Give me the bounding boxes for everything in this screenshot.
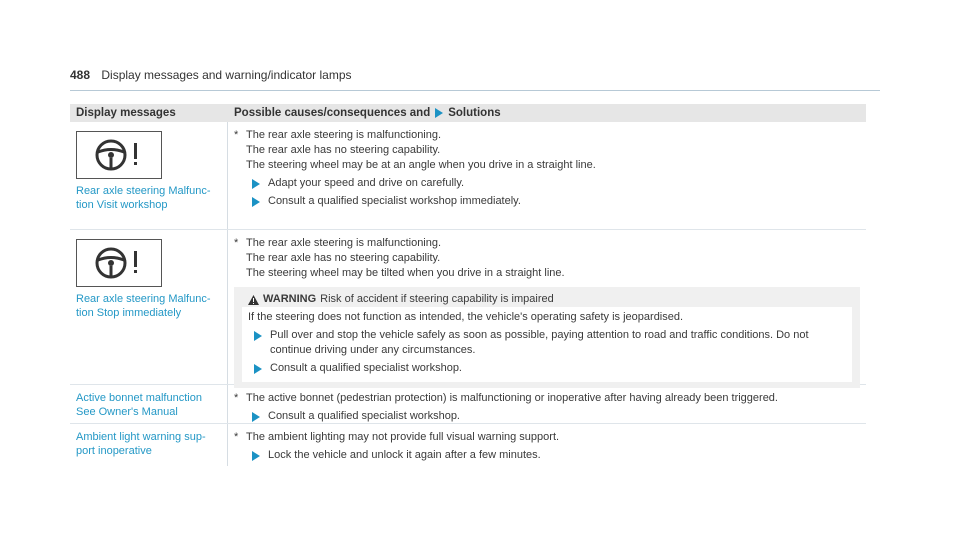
warning-text: If the steering does not function as intended, the vehicle's operating safety is jeopardised. (248, 311, 684, 323)
page-header (70, 68, 352, 82)
table-row: Rear axle steering Malfunc-tion Visit workshop * The rear axle steering is malfunctioning. The rear axle has no steering capability. The steering wheel may be at an angle when you drive in a straight line. Adapt your speed and drive on carefully. Consult a qualified specialist workshop immediately. (70, 122, 866, 230)
warning-title: Risk of accident if steering capability is impaired (320, 293, 554, 305)
header-divider (70, 90, 880, 91)
cause-text: The steering wheel may be at an angle when you drive in a straight line. (246, 159, 596, 171)
cause-text: The active bonnet (pedestrian protection) is malfunctioning or inoperative after having already been triggered. (246, 392, 778, 404)
solution-step: Consult a qualified specialist workshop immediately. (268, 195, 521, 207)
table-header (70, 104, 866, 122)
table-row: Rear axle steering Malfunc-tion Stop immediately * The rear axle steering is malfunctioning. The rear axle has no steering capability. The steering wheel may be tilted when you drive in a straight line. WARNING Risk of accident if steering capability is impaired If the steering does not function as intended, the vehicle's operating safety is jeopardised. Pull over and stop the vehicle safely as soon as possible, paying attention to road and traffic conditions. Do not continue driving under any circumstances. Consult a qualified specialist workshop. (70, 230, 866, 385)
display-message: Rear axle steering Malfunc-tion Stop immediately (76, 293, 211, 319)
solution-step: Pull over and stop the vehicle safely as soon as possible, paying attention to road and traffic conditions. Do not continue driving under any circumstances. (270, 329, 809, 356)
column-header-solutions-label: Solutions (448, 107, 501, 119)
cause-text: The rear axle steering is malfunctioning. (246, 237, 442, 249)
warning-label: WARNING (263, 293, 317, 305)
step-arrow-icon (252, 451, 260, 461)
table-row: Ambient light warning sup-port inoperative * The ambient lighting may not provide full visual warning support. Lock the vehicle and unlock it again after a few minutes. (70, 424, 866, 466)
table-row: Active bonnet malfunction See Owner's Manual * The active bonnet (pedestrian protection) is malfunctioning or inoperative after having already been triggered. Consult a qualified specialist workshop. (70, 385, 866, 424)
display-message: Rear axle steering Malfunc-tion Visit workshop (76, 185, 211, 211)
step-arrow-icon (254, 364, 262, 374)
solution-step: Consult a qualified specialist workshop. (268, 410, 460, 422)
column-header-display-messages: Display messages (76, 107, 176, 119)
column-header-causes (228, 107, 866, 119)
warning-triangle-icon (248, 295, 259, 305)
solution-step: Adapt your speed and drive on carefully. (268, 177, 465, 189)
cause-text: The steering wheel may be tilted when you drive in a straight line. (246, 267, 565, 279)
steering-wheel-warning-icon (76, 131, 162, 179)
solutions-arrow-icon (435, 108, 443, 118)
step-arrow-icon (252, 179, 260, 189)
step-arrow-icon (254, 331, 262, 341)
step-arrow-icon (252, 197, 260, 207)
cause-text: The rear axle has no steering capability. (246, 144, 441, 156)
column-header-causes-label: Possible causes/consequences and (234, 107, 431, 119)
cause-text: The rear axle has no steering capability. (246, 252, 441, 264)
page-header-title: Display messages and warning/indicator lamps (101, 68, 352, 82)
warning-box (234, 287, 860, 388)
solution-step: Lock the vehicle and unlock it again after a few minutes. (268, 449, 541, 461)
solution-step: Consult a qualified specialist workshop. (270, 362, 462, 374)
messages-table (70, 104, 866, 466)
step-arrow-icon (252, 412, 260, 422)
page-number: 488 (70, 68, 91, 82)
display-message: Ambient light warning sup-port inoperative (76, 431, 206, 457)
cause-text: The ambient lighting may not provide full visual warning support. (246, 431, 560, 443)
cause-text: The rear axle steering is malfunctioning. (246, 129, 442, 141)
display-message: Active bonnet malfunction See Owner's Manual (76, 392, 202, 418)
steering-wheel-warning-icon (76, 239, 162, 287)
